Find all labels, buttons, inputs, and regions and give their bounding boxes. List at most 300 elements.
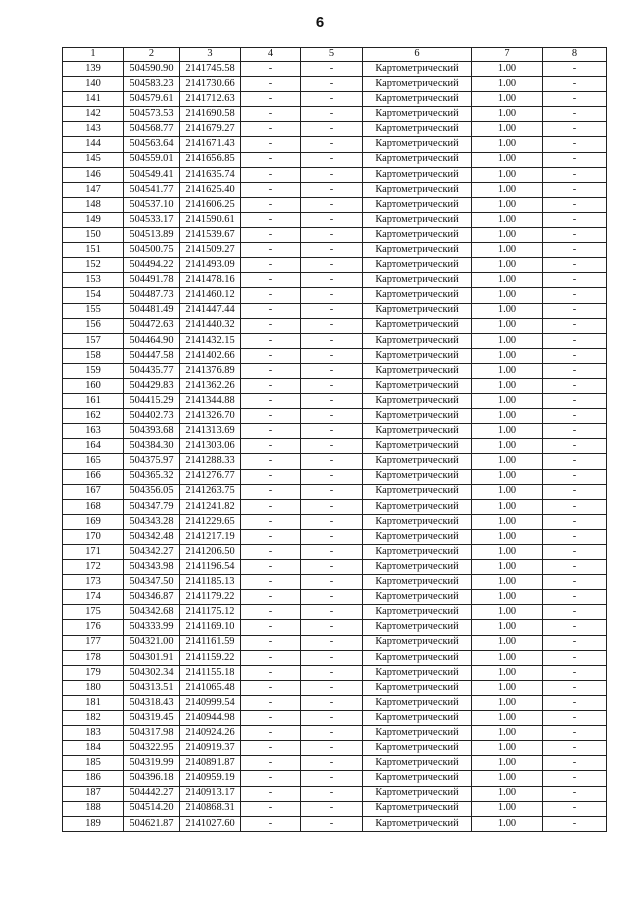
x-coordinate-cell: 504573.53	[124, 107, 180, 122]
column-4-cell: -	[241, 243, 301, 258]
x-coordinate-cell: 504343.28	[124, 514, 180, 529]
table-row	[63, 816, 607, 831]
point-number-cell: 169	[63, 514, 124, 529]
y-coordinate-cell: 2141509.27	[180, 243, 241, 258]
x-coordinate-cell: 504579.61	[124, 92, 180, 107]
accuracy-cell: 1.00	[472, 303, 543, 318]
method-cell: Картометрический	[363, 514, 472, 529]
column-header: 5	[301, 48, 363, 62]
table-row	[63, 650, 607, 665]
accuracy-cell: 1.00	[472, 454, 543, 469]
method-cell: Картометрический	[363, 635, 472, 650]
method-cell: Картометрический	[363, 756, 472, 771]
point-number-cell: 178	[63, 650, 124, 665]
column-8-cell: -	[543, 212, 607, 227]
table-row	[63, 499, 607, 514]
method-cell: Картометрический	[363, 167, 472, 182]
point-number-cell: 182	[63, 711, 124, 726]
accuracy-cell: 1.00	[472, 62, 543, 77]
method-cell: Картометрический	[363, 303, 472, 318]
y-coordinate-cell: 2140868.31	[180, 801, 241, 816]
accuracy-cell: 1.00	[472, 394, 543, 409]
column-5-cell: -	[301, 107, 363, 122]
accuracy-cell: 1.00	[472, 801, 543, 816]
x-coordinate-cell: 504319.99	[124, 756, 180, 771]
column-8-cell: -	[543, 771, 607, 786]
method-cell: Картометрический	[363, 182, 472, 197]
point-number-cell: 176	[63, 620, 124, 635]
column-5-cell: -	[301, 786, 363, 801]
column-4-cell: -	[241, 394, 301, 409]
column-5-cell: -	[301, 152, 363, 167]
column-4-cell: -	[241, 409, 301, 424]
column-8-cell: -	[543, 514, 607, 529]
column-5-cell: -	[301, 635, 363, 650]
point-number-cell: 153	[63, 273, 124, 288]
column-4-cell: -	[241, 590, 301, 605]
method-cell: Картометрический	[363, 816, 472, 831]
method-cell: Картометрический	[363, 605, 472, 620]
accuracy-cell: 1.00	[472, 77, 543, 92]
table-row	[63, 514, 607, 529]
x-coordinate-cell: 504583.23	[124, 77, 180, 92]
point-number-cell: 146	[63, 167, 124, 182]
column-8-cell: -	[543, 756, 607, 771]
y-coordinate-cell: 2141656.85	[180, 152, 241, 167]
accuracy-cell: 1.00	[472, 590, 543, 605]
y-coordinate-cell: 2140959.19	[180, 771, 241, 786]
column-8-cell: -	[543, 545, 607, 560]
y-coordinate-cell: 2141288.33	[180, 454, 241, 469]
method-cell: Картометрический	[363, 258, 472, 273]
column-8-cell: -	[543, 92, 607, 107]
point-number-cell: 188	[63, 801, 124, 816]
column-8-cell: -	[543, 303, 607, 318]
column-8-cell: -	[543, 726, 607, 741]
y-coordinate-cell: 2140891.87	[180, 756, 241, 771]
table-row	[63, 394, 607, 409]
x-coordinate-cell: 504537.10	[124, 197, 180, 212]
table-row	[63, 92, 607, 107]
accuracy-cell: 1.00	[472, 107, 543, 122]
column-header: 6	[363, 48, 472, 62]
column-8-cell: -	[543, 348, 607, 363]
y-coordinate-cell: 2141344.88	[180, 394, 241, 409]
method-cell: Картометрический	[363, 499, 472, 514]
y-coordinate-cell: 2141206.50	[180, 545, 241, 560]
y-coordinate-cell: 2141590.61	[180, 212, 241, 227]
point-number-cell: 151	[63, 243, 124, 258]
accuracy-cell: 1.00	[472, 816, 543, 831]
method-cell: Картометрический	[363, 560, 472, 575]
table-row	[63, 620, 607, 635]
column-4-cell: -	[241, 650, 301, 665]
column-8-cell: -	[543, 439, 607, 454]
column-8-cell: -	[543, 258, 607, 273]
column-5-cell: -	[301, 575, 363, 590]
x-coordinate-cell: 504590.90	[124, 62, 180, 77]
column-5-cell: -	[301, 167, 363, 182]
y-coordinate-cell: 2141493.09	[180, 258, 241, 273]
point-number-cell: 157	[63, 333, 124, 348]
x-coordinate-cell: 504568.77	[124, 122, 180, 137]
table-row	[63, 665, 607, 680]
table-row	[63, 258, 607, 273]
point-number-cell: 143	[63, 122, 124, 137]
table-row	[63, 363, 607, 378]
column-4-cell: -	[241, 258, 301, 273]
column-4-cell: -	[241, 801, 301, 816]
y-coordinate-cell: 2141690.58	[180, 107, 241, 122]
column-8-cell: -	[543, 665, 607, 680]
column-4-cell: -	[241, 620, 301, 635]
column-8-cell: -	[543, 575, 607, 590]
x-coordinate-cell: 504549.41	[124, 167, 180, 182]
y-coordinate-cell: 2141730.66	[180, 77, 241, 92]
point-number-cell: 165	[63, 454, 124, 469]
y-coordinate-cell: 2141712.63	[180, 92, 241, 107]
point-number-cell: 175	[63, 605, 124, 620]
x-coordinate-cell: 504342.48	[124, 529, 180, 544]
point-number-cell: 152	[63, 258, 124, 273]
column-8-cell: -	[543, 469, 607, 484]
column-4-cell: -	[241, 363, 301, 378]
y-coordinate-cell: 2141276.77	[180, 469, 241, 484]
x-coordinate-cell: 504347.50	[124, 575, 180, 590]
column-4-cell: -	[241, 454, 301, 469]
y-coordinate-cell: 2140924.26	[180, 726, 241, 741]
x-coordinate-cell: 504464.90	[124, 333, 180, 348]
column-8-cell: -	[543, 243, 607, 258]
method-cell: Картометрический	[363, 695, 472, 710]
column-4-cell: -	[241, 680, 301, 695]
column-4-cell: -	[241, 741, 301, 756]
point-number-cell: 174	[63, 590, 124, 605]
x-coordinate-cell: 504375.97	[124, 454, 180, 469]
table-header-row	[63, 48, 607, 62]
x-coordinate-cell: 504472.63	[124, 318, 180, 333]
y-coordinate-cell: 2141229.65	[180, 514, 241, 529]
x-coordinate-cell: 504402.73	[124, 409, 180, 424]
y-coordinate-cell: 2140999.54	[180, 695, 241, 710]
method-cell: Картометрический	[363, 711, 472, 726]
column-5-cell: -	[301, 605, 363, 620]
table-row	[63, 409, 607, 424]
column-5-cell: -	[301, 726, 363, 741]
y-coordinate-cell: 2141625.40	[180, 182, 241, 197]
y-coordinate-cell: 2141447.44	[180, 303, 241, 318]
column-5-cell: -	[301, 228, 363, 243]
accuracy-cell: 1.00	[472, 484, 543, 499]
table-row	[63, 439, 607, 454]
x-coordinate-cell: 504346.87	[124, 590, 180, 605]
column-5-cell: -	[301, 756, 363, 771]
method-cell: Картометрический	[363, 243, 472, 258]
table-row	[63, 469, 607, 484]
method-cell: Картометрический	[363, 394, 472, 409]
point-number-cell: 145	[63, 152, 124, 167]
method-cell: Картометрический	[363, 665, 472, 680]
x-coordinate-cell: 504621.87	[124, 816, 180, 831]
column-4-cell: -	[241, 786, 301, 801]
column-4-cell: -	[241, 726, 301, 741]
column-4-cell: -	[241, 107, 301, 122]
column-8-cell: -	[543, 454, 607, 469]
x-coordinate-cell: 504487.73	[124, 288, 180, 303]
table-row	[63, 77, 607, 92]
column-4-cell: -	[241, 92, 301, 107]
table-row	[63, 137, 607, 152]
column-5-cell: -	[301, 439, 363, 454]
x-coordinate-cell: 504494.22	[124, 258, 180, 273]
y-coordinate-cell: 2141478.16	[180, 273, 241, 288]
table-row	[63, 62, 607, 77]
column-5-cell: -	[301, 122, 363, 137]
column-5-cell: -	[301, 288, 363, 303]
point-number-cell: 142	[63, 107, 124, 122]
y-coordinate-cell: 2141159.22	[180, 650, 241, 665]
column-4-cell: -	[241, 77, 301, 92]
column-5-cell: -	[301, 243, 363, 258]
point-number-cell: 185	[63, 756, 124, 771]
y-coordinate-cell: 2141175.12	[180, 605, 241, 620]
x-coordinate-cell: 504393.68	[124, 424, 180, 439]
column-4-cell: -	[241, 499, 301, 514]
x-coordinate-cell: 504447.58	[124, 348, 180, 363]
x-coordinate-cell: 504322.95	[124, 741, 180, 756]
accuracy-cell: 1.00	[472, 363, 543, 378]
column-5-cell: -	[301, 318, 363, 333]
y-coordinate-cell: 2141185.13	[180, 575, 241, 590]
column-8-cell: -	[543, 605, 607, 620]
column-5-cell: -	[301, 62, 363, 77]
table-row	[63, 273, 607, 288]
column-8-cell: -	[543, 363, 607, 378]
column-4-cell: -	[241, 484, 301, 499]
column-header: 2	[124, 48, 180, 62]
x-coordinate-cell: 504481.49	[124, 303, 180, 318]
column-4-cell: -	[241, 711, 301, 726]
column-4-cell: -	[241, 182, 301, 197]
column-8-cell: -	[543, 333, 607, 348]
accuracy-cell: 1.00	[472, 726, 543, 741]
x-coordinate-cell: 504342.68	[124, 605, 180, 620]
column-8-cell: -	[543, 318, 607, 333]
column-4-cell: -	[241, 288, 301, 303]
column-5-cell: -	[301, 695, 363, 710]
column-8-cell: -	[543, 484, 607, 499]
point-number-cell: 172	[63, 560, 124, 575]
point-number-cell: 170	[63, 529, 124, 544]
y-coordinate-cell: 2141263.75	[180, 484, 241, 499]
x-coordinate-cell: 504317.98	[124, 726, 180, 741]
column-header: 7	[472, 48, 543, 62]
column-8-cell: -	[543, 741, 607, 756]
table-row	[63, 318, 607, 333]
accuracy-cell: 1.00	[472, 197, 543, 212]
accuracy-cell: 1.00	[472, 650, 543, 665]
column-5-cell: -	[301, 348, 363, 363]
column-5-cell: -	[301, 499, 363, 514]
column-5-cell: -	[301, 545, 363, 560]
x-coordinate-cell: 504342.27	[124, 545, 180, 560]
accuracy-cell: 1.00	[472, 499, 543, 514]
point-number-cell: 179	[63, 665, 124, 680]
table-row	[63, 801, 607, 816]
y-coordinate-cell: 2141432.15	[180, 333, 241, 348]
method-cell: Картометрический	[363, 137, 472, 152]
table-row	[63, 424, 607, 439]
method-cell: Картометрический	[363, 333, 472, 348]
point-number-cell: 141	[63, 92, 124, 107]
y-coordinate-cell: 2141402.66	[180, 348, 241, 363]
point-number-cell: 171	[63, 545, 124, 560]
column-5-cell: -	[301, 801, 363, 816]
column-4-cell: -	[241, 816, 301, 831]
table-row	[63, 575, 607, 590]
table-row	[63, 680, 607, 695]
column-8-cell: -	[543, 590, 607, 605]
point-number-cell: 173	[63, 575, 124, 590]
accuracy-cell: 1.00	[472, 560, 543, 575]
method-cell: Картометрический	[363, 378, 472, 393]
column-4-cell: -	[241, 756, 301, 771]
point-number-cell: 167	[63, 484, 124, 499]
column-8-cell: -	[543, 394, 607, 409]
x-coordinate-cell: 504513.89	[124, 228, 180, 243]
method-cell: Картометрический	[363, 529, 472, 544]
table-row	[63, 741, 607, 756]
accuracy-cell: 1.00	[472, 167, 543, 182]
column-header: 1	[63, 48, 124, 62]
y-coordinate-cell: 2141679.27	[180, 122, 241, 137]
table-row	[63, 122, 607, 137]
table-row	[63, 303, 607, 318]
y-coordinate-cell: 2141635.74	[180, 167, 241, 182]
coordinates-table	[62, 47, 607, 832]
x-coordinate-cell: 504301.91	[124, 650, 180, 665]
column-5-cell: -	[301, 424, 363, 439]
method-cell: Картометрический	[363, 650, 472, 665]
y-coordinate-cell: 2141440.32	[180, 318, 241, 333]
point-number-cell: 168	[63, 499, 124, 514]
column-8-cell: -	[543, 273, 607, 288]
column-5-cell: -	[301, 590, 363, 605]
x-coordinate-cell: 504356.05	[124, 484, 180, 499]
x-coordinate-cell: 504415.29	[124, 394, 180, 409]
column-8-cell: -	[543, 152, 607, 167]
point-number-cell: 159	[63, 363, 124, 378]
column-8-cell: -	[543, 529, 607, 544]
column-5-cell: -	[301, 484, 363, 499]
column-4-cell: -	[241, 378, 301, 393]
table-row	[63, 288, 607, 303]
accuracy-cell: 1.00	[472, 545, 543, 560]
method-cell: Картометрический	[363, 409, 472, 424]
point-number-cell: 161	[63, 394, 124, 409]
table-row	[63, 635, 607, 650]
column-5-cell: -	[301, 469, 363, 484]
column-4-cell: -	[241, 303, 301, 318]
accuracy-cell: 1.00	[472, 756, 543, 771]
method-cell: Картометрический	[363, 454, 472, 469]
column-4-cell: -	[241, 167, 301, 182]
table-row	[63, 152, 607, 167]
column-4-cell: -	[241, 197, 301, 212]
y-coordinate-cell: 2141196.54	[180, 560, 241, 575]
y-coordinate-cell: 2141539.67	[180, 228, 241, 243]
method-cell: Картометрический	[363, 228, 472, 243]
point-number-cell: 150	[63, 228, 124, 243]
table-row	[63, 484, 607, 499]
column-5-cell: -	[301, 514, 363, 529]
accuracy-cell: 1.00	[472, 771, 543, 786]
table-row	[63, 590, 607, 605]
column-4-cell: -	[241, 212, 301, 227]
x-coordinate-cell: 504500.75	[124, 243, 180, 258]
x-coordinate-cell: 504347.79	[124, 499, 180, 514]
x-coordinate-cell: 504491.78	[124, 273, 180, 288]
column-8-cell: -	[543, 62, 607, 77]
method-cell: Картометрический	[363, 484, 472, 499]
y-coordinate-cell: 2141326.70	[180, 409, 241, 424]
x-coordinate-cell: 504321.00	[124, 635, 180, 650]
accuracy-cell: 1.00	[472, 212, 543, 227]
table-row	[63, 107, 607, 122]
column-5-cell: -	[301, 454, 363, 469]
accuracy-cell: 1.00	[472, 575, 543, 590]
method-cell: Картометрический	[363, 726, 472, 741]
y-coordinate-cell: 2141313.69	[180, 424, 241, 439]
method-cell: Картометрический	[363, 273, 472, 288]
method-cell: Картометрический	[363, 92, 472, 107]
x-coordinate-cell: 504384.30	[124, 439, 180, 454]
column-4-cell: -	[241, 424, 301, 439]
point-number-cell: 180	[63, 680, 124, 695]
accuracy-cell: 1.00	[472, 122, 543, 137]
accuracy-cell: 1.00	[472, 409, 543, 424]
method-cell: Картометрический	[363, 288, 472, 303]
point-number-cell: 156	[63, 318, 124, 333]
column-8-cell: -	[543, 711, 607, 726]
table-row	[63, 243, 607, 258]
column-4-cell: -	[241, 771, 301, 786]
y-coordinate-cell: 2141745.58	[180, 62, 241, 77]
y-coordinate-cell: 2141217.19	[180, 529, 241, 544]
accuracy-cell: 1.00	[472, 228, 543, 243]
column-5-cell: -	[301, 92, 363, 107]
accuracy-cell: 1.00	[472, 378, 543, 393]
y-coordinate-cell: 2141376.89	[180, 363, 241, 378]
column-8-cell: -	[543, 695, 607, 710]
x-coordinate-cell: 504396.18	[124, 771, 180, 786]
column-5-cell: -	[301, 273, 363, 288]
x-coordinate-cell: 504429.83	[124, 378, 180, 393]
column-8-cell: -	[543, 635, 607, 650]
y-coordinate-cell: 2141362.26	[180, 378, 241, 393]
method-cell: Картометрический	[363, 741, 472, 756]
x-coordinate-cell: 504541.77	[124, 182, 180, 197]
column-4-cell: -	[241, 469, 301, 484]
point-number-cell: 184	[63, 741, 124, 756]
accuracy-cell: 1.00	[472, 514, 543, 529]
point-number-cell: 186	[63, 771, 124, 786]
point-number-cell: 163	[63, 424, 124, 439]
table-row	[63, 711, 607, 726]
point-number-cell: 160	[63, 378, 124, 393]
column-header: 3	[180, 48, 241, 62]
column-8-cell: -	[543, 107, 607, 122]
